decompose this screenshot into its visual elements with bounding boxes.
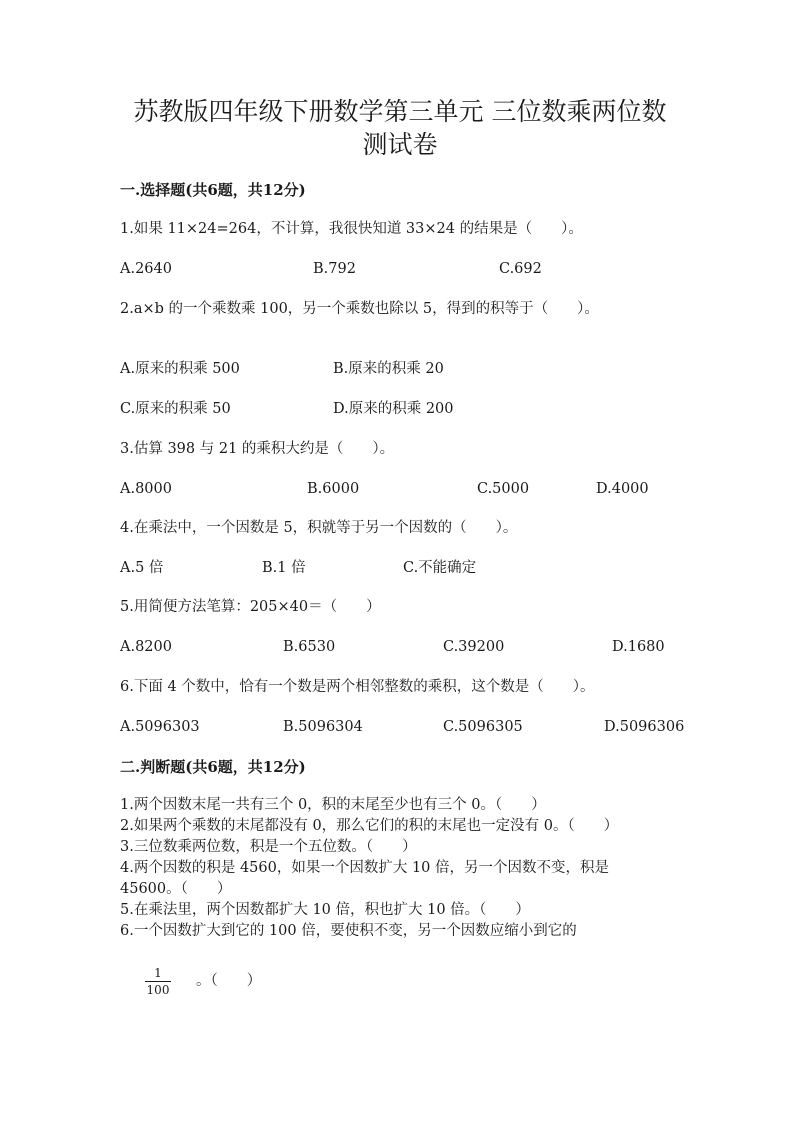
question-2-option-d: D.原来的积乘 200 [333, 401, 454, 417]
question-1-option-c: C.692 [499, 261, 542, 277]
question-3-option-c: C.5000 [477, 481, 530, 497]
question-2-option-c: C.原来的积乘 50 [120, 401, 231, 417]
question-1-stem: 1.如果 11×24=264，不计算，我很快知道 33×24 的结果是（ ）。 [120, 221, 583, 237]
question-5-option-a: A.8200 [120, 639, 172, 655]
question-6-option-d: D.5096306 [604, 719, 685, 735]
question-3-option-d: D.4000 [596, 481, 649, 497]
question-4-option-c: C.不能确定 [403, 560, 477, 576]
question-2-option-a: A.原来的积乘 500 [120, 361, 240, 377]
judgement-line-4: 4.两个因数的积是 4560，如果一个因数扩大 10 倍，另一个因数不变，积是 [120, 860, 610, 876]
question-3-option-a: A.8000 [120, 481, 172, 497]
question-5-option-c: C.39200 [443, 639, 505, 655]
fraction-denominator: 100 [146, 983, 170, 997]
question-3-stem: 3.估算 398 与 21 的乘积大约是（ ）。 [120, 441, 395, 457]
question-2-option-b: B.原来的积乘 20 [333, 361, 444, 377]
fraction-numerator: 1 [154, 966, 162, 980]
document-title-line-1: 苏教版四年级下册数学第三单元 三位数乘两位数 [133, 97, 667, 126]
question-5-option-d: D.1680 [612, 639, 665, 655]
fraction-one-hundredth [145, 966, 171, 997]
judgement-line-6-tail: 。（ ） [196, 973, 262, 989]
judgement-line-2: 2.如果两个乘数的末尾都没有 0，那么它们的积的末尾也一定没有 0。（ ） [120, 818, 619, 834]
judgement-line-3: 3.三位数乘两位数，积是一个五位数。（ ） [120, 839, 417, 855]
question-4-option-a: A.5 倍 [120, 560, 164, 576]
fraction-bar [145, 981, 171, 982]
judgement-line-5: 5.在乘法里，两个因数都扩大 10 倍，积也扩大 10 倍。（ ） [120, 902, 530, 918]
section-heading-choice: 一.选择题(共6题，共12分) [120, 181, 306, 199]
question-1-option-a: A.2640 [120, 261, 172, 277]
judgement-line-6: 6.一个因数扩大到它的 100 倍，要使积不变，另一个因数应缩小到它的 [120, 923, 577, 939]
question-5-option-b: B.6530 [283, 639, 336, 655]
question-6-option-a: A.5096303 [120, 719, 200, 735]
question-4-stem: 4.在乘法中，一个因数是 5，积就等于另一个因数的（ ）。 [120, 520, 518, 536]
question-6-option-b: B.5096304 [283, 719, 363, 735]
question-1-option-b: B.792 [313, 261, 356, 277]
section-heading-judgement: 二.判断题(共6题，共12分) [120, 758, 306, 776]
question-3-option-b: B.6000 [307, 481, 360, 497]
document-title-line-2: 测试卷 [362, 130, 438, 159]
question-4-option-b: B.1 倍 [262, 560, 306, 576]
question-6-stem: 6.下面 4 个数中，恰有一个数是两个相邻整数的乘积，这个数是（ ）。 [120, 679, 595, 695]
judgement-line-4-continued: 45600。（ ） [120, 881, 232, 897]
question-6-option-c: C.5096305 [443, 719, 523, 735]
judgement-line-1: 1.两个因数末尾一共有三个 0，积的末尾至少也有三个 0。（ ） [120, 797, 546, 813]
question-2-stem: 2.a×b 的一个乘数乘 100，另一个乘数也除以 5，得到的积等于（ ）。 [120, 301, 599, 317]
question-5-stem: 5.用简便方法笔算：205×40＝（ ） [120, 599, 381, 615]
